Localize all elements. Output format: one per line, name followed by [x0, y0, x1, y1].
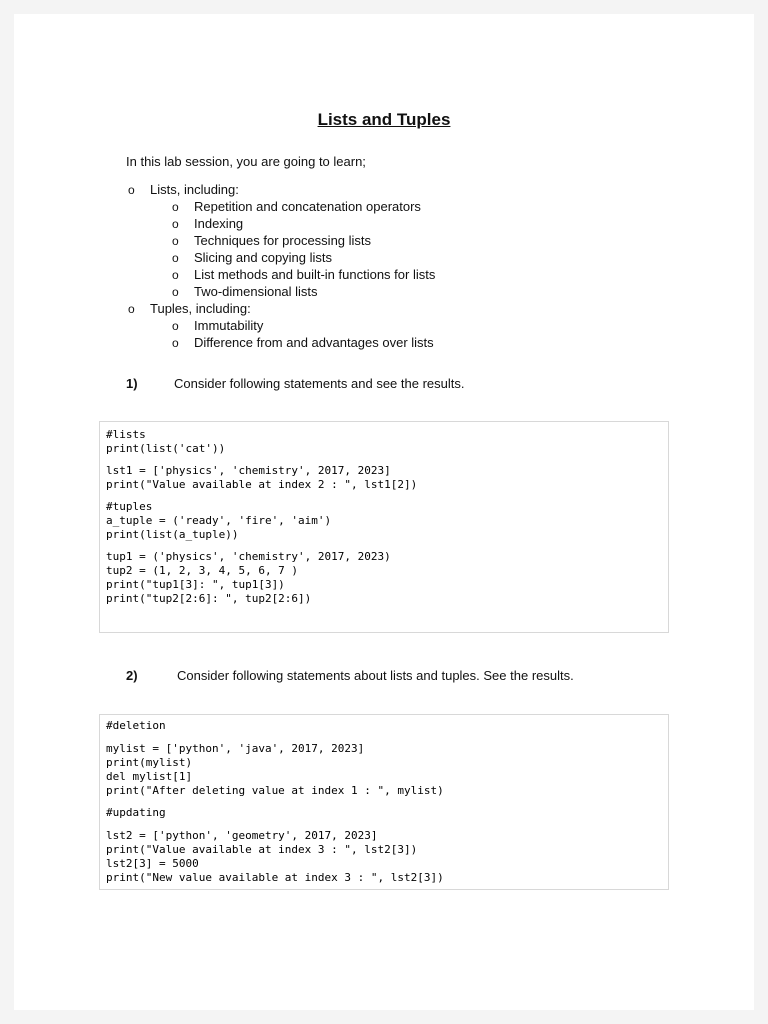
code-line: lst2[3] = 5000: [106, 857, 199, 870]
code-line: lst1 = ['physics', 'chemistry', 2017, 2023]: [106, 464, 391, 477]
outline-item-text: Tuples, including:: [150, 301, 251, 316]
intro-text: In this lab session, you are going to learn;: [126, 154, 366, 169]
outline-item: [172, 335, 434, 350]
outline-item: [128, 301, 251, 316]
outline-item: [172, 267, 435, 282]
outline-item-text: Difference from and advantages over lists: [194, 335, 434, 350]
question-1-number: 1): [126, 376, 138, 391]
outline-item: [172, 250, 332, 265]
bullet-marker: o: [128, 183, 135, 197]
outline-item-text: Indexing: [194, 216, 244, 231]
bullet-marker: o: [172, 268, 179, 282]
question-1-text: Consider following statements and see the results.: [174, 376, 465, 391]
code-block-1: [99, 421, 669, 633]
bullet-marker: o: [172, 200, 179, 214]
code-line: print("Value available at index 2 : ", lst1[2]): [106, 478, 418, 491]
code-line: #lists: [106, 428, 146, 441]
bullet-marker: o: [172, 251, 179, 265]
question-2-number: 2): [126, 668, 138, 683]
outline-item-text: Techniques for processing lists: [194, 233, 372, 248]
outline-item-text: Slicing and copying lists: [194, 250, 333, 265]
code-line: print(list('cat')): [106, 442, 226, 455]
code-line: tup2 = (1, 2, 3, 4, 5, 6, 7 ): [106, 564, 299, 577]
bullet-marker: o: [128, 302, 135, 316]
outline-item-text: Two-dimensional lists: [194, 284, 318, 299]
code-line: print("tup2[2:6]: ", tup2[2:6]): [106, 592, 312, 605]
code-line: print(mylist): [106, 756, 193, 769]
code-line: lst2 = ['python', 'geometry', 2017, 2023]: [106, 829, 378, 842]
code-line: print("Value available at index 3 : ", lst2[3]): [106, 843, 418, 856]
question-2-text: Consider following statements about lists and tuples. See the results.: [177, 668, 574, 683]
code-line: print("After deleting value at index 1 : ", mylist): [106, 784, 444, 797]
outline-item: [172, 199, 421, 214]
bullet-marker: o: [172, 217, 179, 231]
bullet-marker: o: [172, 234, 179, 248]
code-line: #tuples: [106, 500, 153, 513]
code-line: print(list(a_tuple)): [106, 528, 239, 541]
page-title: Lists and Tuples: [317, 110, 451, 129]
code-line: #updating: [106, 806, 166, 819]
bullet-marker: o: [172, 336, 179, 350]
code-line: mylist = ['python', 'java', 2017, 2023]: [106, 742, 365, 755]
outline-item: [172, 284, 318, 299]
code-line: a_tuple = ('ready', 'fire', 'aim'): [106, 514, 332, 527]
code-block-2: [99, 714, 669, 890]
outline-item-text: List methods and built-in functions for lists: [194, 267, 436, 282]
outline-item-text: Lists, including:: [150, 182, 239, 197]
code-line: print("New value available at index 3 : ", lst2[3]): [106, 871, 444, 884]
outline-item-text: Immutability: [194, 318, 264, 333]
outline-item: [172, 318, 263, 333]
code-line: #deletion: [106, 719, 166, 732]
bullet-marker: o: [172, 285, 179, 299]
code-line: tup1 = ('physics', 'chemistry', 2017, 2023): [106, 550, 391, 563]
document-page: [14, 14, 754, 1010]
code-line: print("tup1[3]: ", tup1[3]): [106, 578, 285, 591]
bullet-marker: o: [172, 319, 179, 333]
outline-item: [128, 182, 239, 197]
outline-item: [172, 233, 371, 248]
outline-item: [172, 216, 243, 231]
code-line: del mylist[1]: [106, 770, 193, 783]
outline-item-text: Repetition and concatenation operators: [194, 199, 421, 214]
